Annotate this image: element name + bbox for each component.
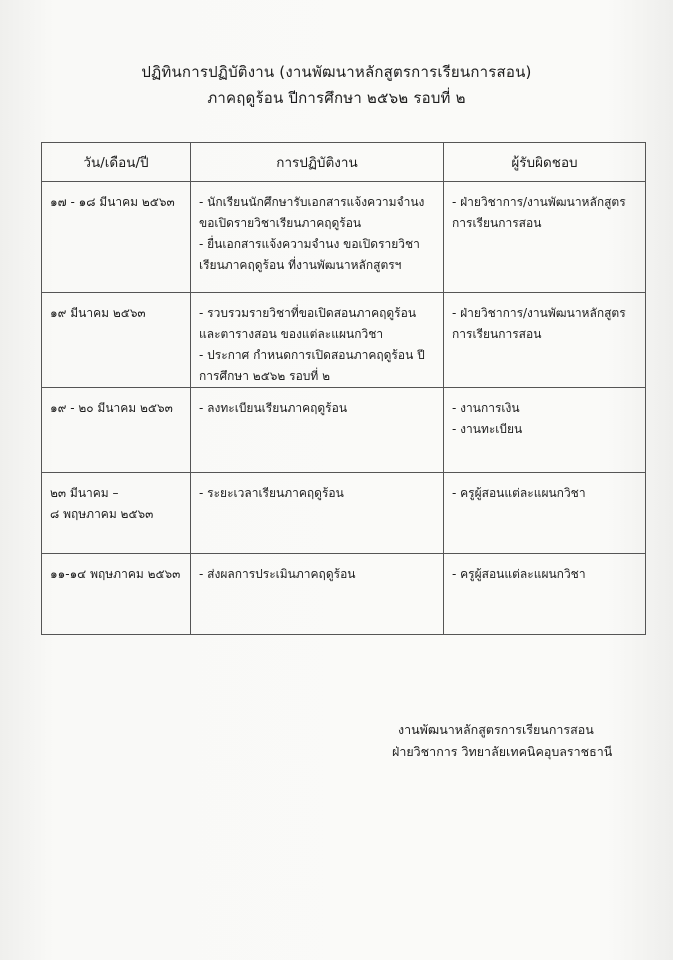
responsible-line: - ครูผู้สอนแต่ละแผนกวิชา (452, 567, 586, 581)
date-text: ๑๙ มีนาคม ๒๕๖๓ (50, 306, 146, 320)
activity-item (199, 398, 437, 419)
activity-line: ขอเปิดรายวิชาเรียนภาคฤดูร้อน (199, 216, 362, 230)
activity-cell (191, 388, 444, 473)
table-row (42, 182, 646, 293)
responsible-line: การเรียนการสอน (452, 216, 542, 230)
activity-line: การศึกษา ๒๕๖๒ รอบที่ ๒ (199, 369, 331, 383)
activity-item (199, 303, 437, 345)
activity-line: - ลงทะเบียนเรียนภาคฤดูร้อน (199, 401, 348, 415)
activity-line: - ประกาศ กำหนดการเปิดสอนภาคฤดูร้อน ปี (199, 348, 425, 362)
activity-line: - ระยะเวลาเรียนภาคฤดูร้อน (199, 486, 344, 500)
document-title: ปฏิทินการปฏิบัติงาน (งานพัฒนาหลักสูตรการเรียนการสอน) (141, 63, 532, 81)
table-row (42, 293, 646, 388)
date-cell (42, 473, 191, 554)
activity-line: - ยื่นเอกสารแจ้งความจำนง ขอเปิดรายวิชา (199, 237, 420, 251)
date-text: ๑๙ - ๒๐ มีนาคม ๒๕๖๓ (50, 401, 173, 415)
activity-line: - รวบรวมรายวิชาที่ขอเปิดสอนภาคฤดูร้อน (199, 306, 417, 320)
date-cell (42, 388, 191, 473)
responsible-cell (444, 473, 646, 554)
responsible-line: - งานการเงิน (452, 401, 520, 415)
activity-cell (191, 473, 444, 554)
table-row (42, 554, 646, 635)
table-row (42, 388, 646, 473)
activity-line: - ส่งผลการประเมินภาคฤดูร้อน (199, 567, 356, 581)
responsible-item (452, 483, 639, 504)
date-cell (42, 182, 191, 293)
responsible-cell (444, 182, 646, 293)
date-text: ๘ พฤษภาคม ๒๕๖๓ (50, 507, 154, 521)
responsible-item (452, 564, 639, 585)
activity-item (199, 234, 437, 276)
activity-cell (191, 293, 444, 388)
responsible-item (452, 192, 639, 234)
responsible-line: - ฝ่ายวิชาการ/งานพัฒนาหลักสูตร (452, 306, 626, 320)
activity-line: - นักเรียนนักศึกษารับเอกสารแจ้งความจำนง (199, 195, 425, 209)
date-text: ๑๗ - ๑๘ มีนาคม ๒๕๖๓ (50, 195, 175, 209)
responsible-item (452, 419, 639, 440)
header-date: วัน/เดือน/ปี (42, 143, 191, 182)
header-activity: การปฏิบัติงาน (191, 143, 444, 182)
header-responsible: ผู้รับผิดชอบ (444, 143, 646, 182)
activity-item (199, 564, 437, 585)
document-subtitle: ภาคฤดูร้อน ปีการศึกษา ๒๕๖๒ รอบที่ ๒ (207, 89, 466, 107)
activity-line: เรียนภาคฤดูร้อน ที่งานพัฒนาหลักสูตรฯ (199, 258, 402, 272)
activity-line: และตารางสอน ของแต่ละแผนกวิชา (199, 327, 384, 341)
date-cell (42, 554, 191, 635)
activity-cell (191, 554, 444, 635)
activity-item (199, 483, 437, 504)
activity-item (199, 192, 437, 234)
responsible-cell (444, 293, 646, 388)
signature-organization: ฝ่ายวิชาการ วิทยาลัยเทคนิคอุบลราชธานี (392, 744, 613, 759)
signature-department: งานพัฒนาหลักสูตรการเรียนการสอน (398, 722, 594, 737)
activity-cell (191, 182, 444, 293)
date-cell (42, 293, 191, 388)
responsible-cell (444, 554, 646, 635)
responsible-cell (444, 388, 646, 473)
table-header-row (42, 143, 646, 182)
activity-item (199, 345, 437, 387)
responsible-line: - ฝ่ายวิชาการ/งานพัฒนาหลักสูตร (452, 195, 626, 209)
responsible-line: - งานทะเบียน (452, 422, 523, 436)
responsible-item (452, 303, 639, 345)
date-text: ๑๑-๑๔ พฤษภาคม ๒๕๖๓ (50, 567, 181, 581)
responsible-item (452, 398, 639, 419)
responsible-line: - ครูผู้สอนแต่ละแผนกวิชา (452, 486, 586, 500)
table-row (42, 473, 646, 554)
schedule-table (41, 142, 646, 635)
responsible-line: การเรียนการสอน (452, 327, 542, 341)
date-text: ๒๓ มีนาคม – (50, 486, 119, 500)
